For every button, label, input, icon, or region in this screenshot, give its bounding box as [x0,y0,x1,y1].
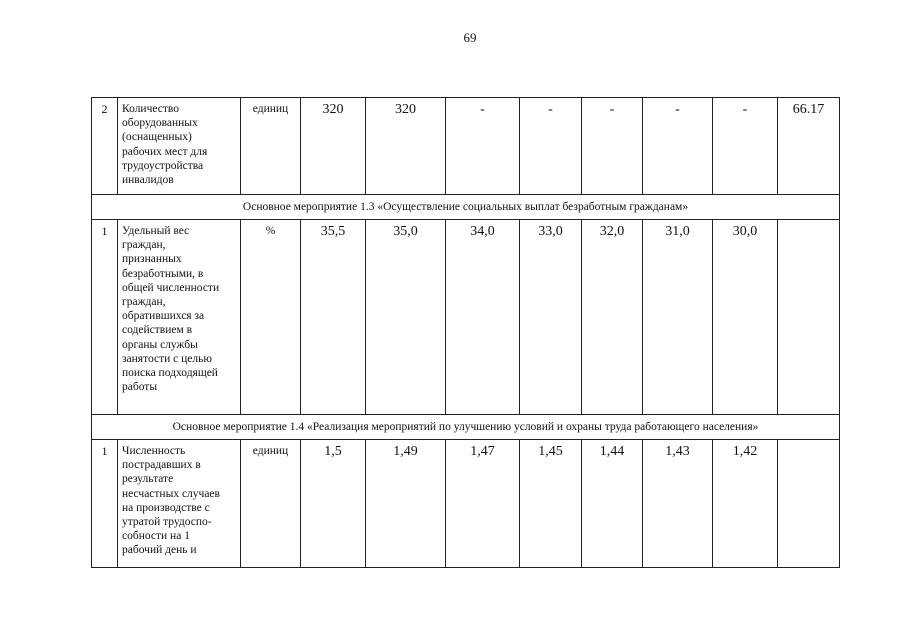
value-cell: 66.17 [778,98,840,195]
page-number: 69 [463,30,477,45]
section-title: Основное мероприятие 1.3 «Осуществление социальных выплат безработным гражданам» [92,195,840,220]
indicator-name [118,440,241,568]
value-cell: 1,42 [713,440,778,568]
value-cell [778,440,840,568]
value-cell: 30,0 [713,220,778,415]
section-row [92,195,840,220]
value-cell: 1,5 [301,440,366,568]
value-cell: 34,0 [446,220,520,415]
value-cell: - [582,98,643,195]
value-cell: - [643,98,713,195]
unit-cell: % [241,220,301,415]
value-cell: 1,44 [582,440,643,568]
indicator-name [118,98,241,195]
indicator-name-text: Численность пострадавших в результате несчастных случаев на производстве с утратой трудоспо- собности на 1 рабочий день и [122,445,220,557]
value-cell: 32,0 [582,220,643,415]
table-row [92,98,840,195]
indicator-name [118,220,241,415]
value-cell: 1,47 [446,440,520,568]
indicator-name-text: Удельный вес граждан, признанных безработными, в общей численности граждан, обратившихся за содействием в органы службы занятости с целью поиска подходящей работы [122,225,220,394]
value-cell: 320 [301,98,366,195]
unit-cell: единиц [241,98,301,195]
value-cell: 33,0 [520,220,582,415]
value-cell: 31,0 [643,220,713,415]
indicator-name-text: Количество оборудованных (оснащенных) рабочих мест для трудоустройства инвалидов [122,103,208,187]
table-row [92,440,840,568]
section-title: Основное мероприятие 1.4 «Реализация мероприятий по улучшению условий и охраны труда работающего населения» [92,415,840,440]
value-cell: 35,0 [366,220,446,415]
value-cell: 320 [366,98,446,195]
table-body [92,98,840,568]
value-cell: 1,49 [366,440,446,568]
row-number: 2 [92,98,118,195]
value-cell: - [713,98,778,195]
value-cell: 35,5 [301,220,366,415]
value-cell: - [446,98,520,195]
indicators-table [91,97,840,568]
section-row [92,415,840,440]
row-number: 1 [92,440,118,568]
value-cell: 1,43 [643,440,713,568]
table-row [92,220,840,415]
unit-cell: единиц [241,440,301,568]
row-number: 1 [92,220,118,415]
value-cell: - [520,98,582,195]
value-cell: 1,45 [520,440,582,568]
value-cell [778,220,840,415]
